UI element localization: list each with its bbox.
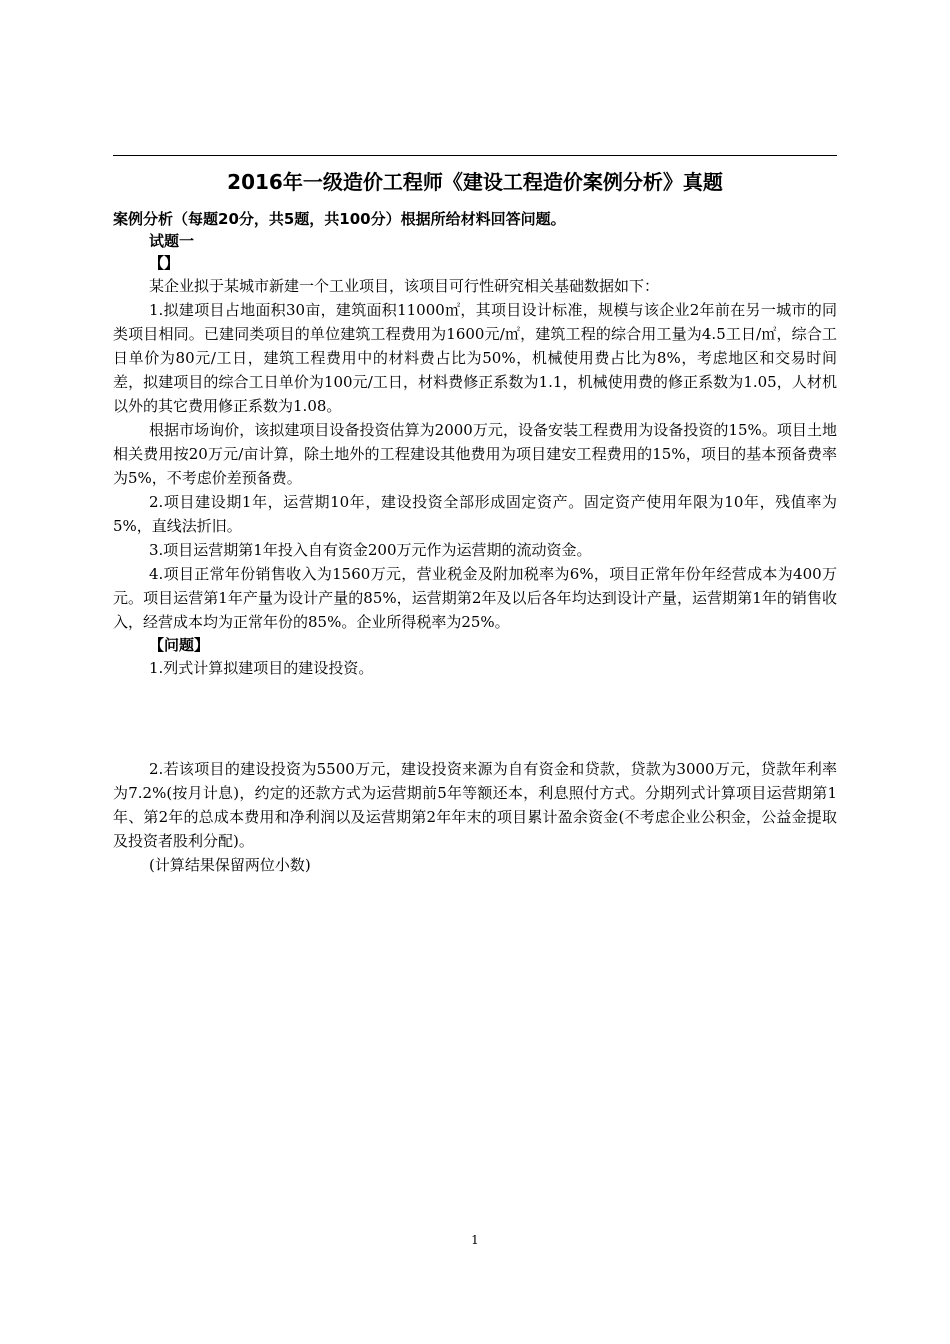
paragraph-item-1: 1.拟建项目占地面积30亩，建筑面积11000㎡，其项目设计标准，规模与该企业2年前在另一城市的同类项目相同。已建同类项目的单位建筑工程费用为1600元/㎡，建筑工程的综合用工量为4.5工日/㎡，综合工日单价为80元/工日，建筑工程费用中的材料费占比为50%，机械使用费占比为8%，考虑地区和交易时间差，拟建项目的综合工日单价为100元/工日，材料费修正系数为1.1，机械使用费的修正系数为1.05，人材机以外的其它费用修正系数为1.08。 [113, 301, 837, 415]
paragraph-item-4: 4.项目正常年份销售收入为1560万元，营业税金及附加税率为6%，项目正常年份年经营成本为400万元。项目运营第1年产量为设计产量的85%，运营期第2年及以后各年均达到设计产量，运营期第1年的销售收入，经营成本均为正常年份的85%。企业所得税率为25%。 [113, 565, 837, 631]
paragraph-market-inquiry: 根据市场询价，该拟建项目设备投资估算为2000万元，设备安装工程费用为设备投资的15%。项目土地相关费用按20万元/亩计算，除土地外的工程建设其他费用为项目建安工程费用的15%，项目的基本预备费率为5%，不考虑价差预备费。 [113, 421, 837, 487]
problem-1: 1.列式计算拟建项目的建设投资。 [149, 659, 374, 677]
answer-space [113, 680, 837, 757]
problems-label: 【问题】 [149, 636, 210, 654]
document-title: 2016年一级造价工程师《建设工程造价案例分析》真题 [227, 170, 723, 194]
header-rule [113, 155, 837, 156]
paragraph-item-2: 2.项目建设期1年，运营期10年，建设投资全部形成固定资产。固定资产使用年限为10年，残值率为5%，直线法折旧。 [113, 493, 837, 535]
problem-2: 2.若该项目的建设投资为5500万元，建设投资来源为自有资金和贷款，贷款为3000万元，贷款年利率为7.2%(按月计息)，约定的还款方式为运营期前5年等额还本，利息照付方式。分期列式计算项目运营期第1年、第2年的总成本费用和净利润以及运营期第2年年末的项目累计盈余资金(不考虑企业公积金，公益金提取及投资者股利分配)。 [113, 760, 837, 850]
bracket-label: 【】 [149, 254, 180, 272]
paragraph-intro: 某企业拟于某城市新建一个工业项目，该项目可行性研究相关基础数据如下： [149, 277, 660, 295]
calculation-note: (计算结果保留两位小数) [149, 856, 311, 874]
question-label: 试题一 [149, 232, 195, 250]
document-body [113, 166, 837, 877]
section-intro: 案例分析（每题20分，共5题，共100分）根据所给材料回答问题。 [113, 210, 566, 228]
paragraph-item-3: 3.项目运营期第1年投入自有资金200万元作为运营期的流动资金。 [149, 541, 592, 559]
page-number: 1 [471, 1233, 479, 1247]
